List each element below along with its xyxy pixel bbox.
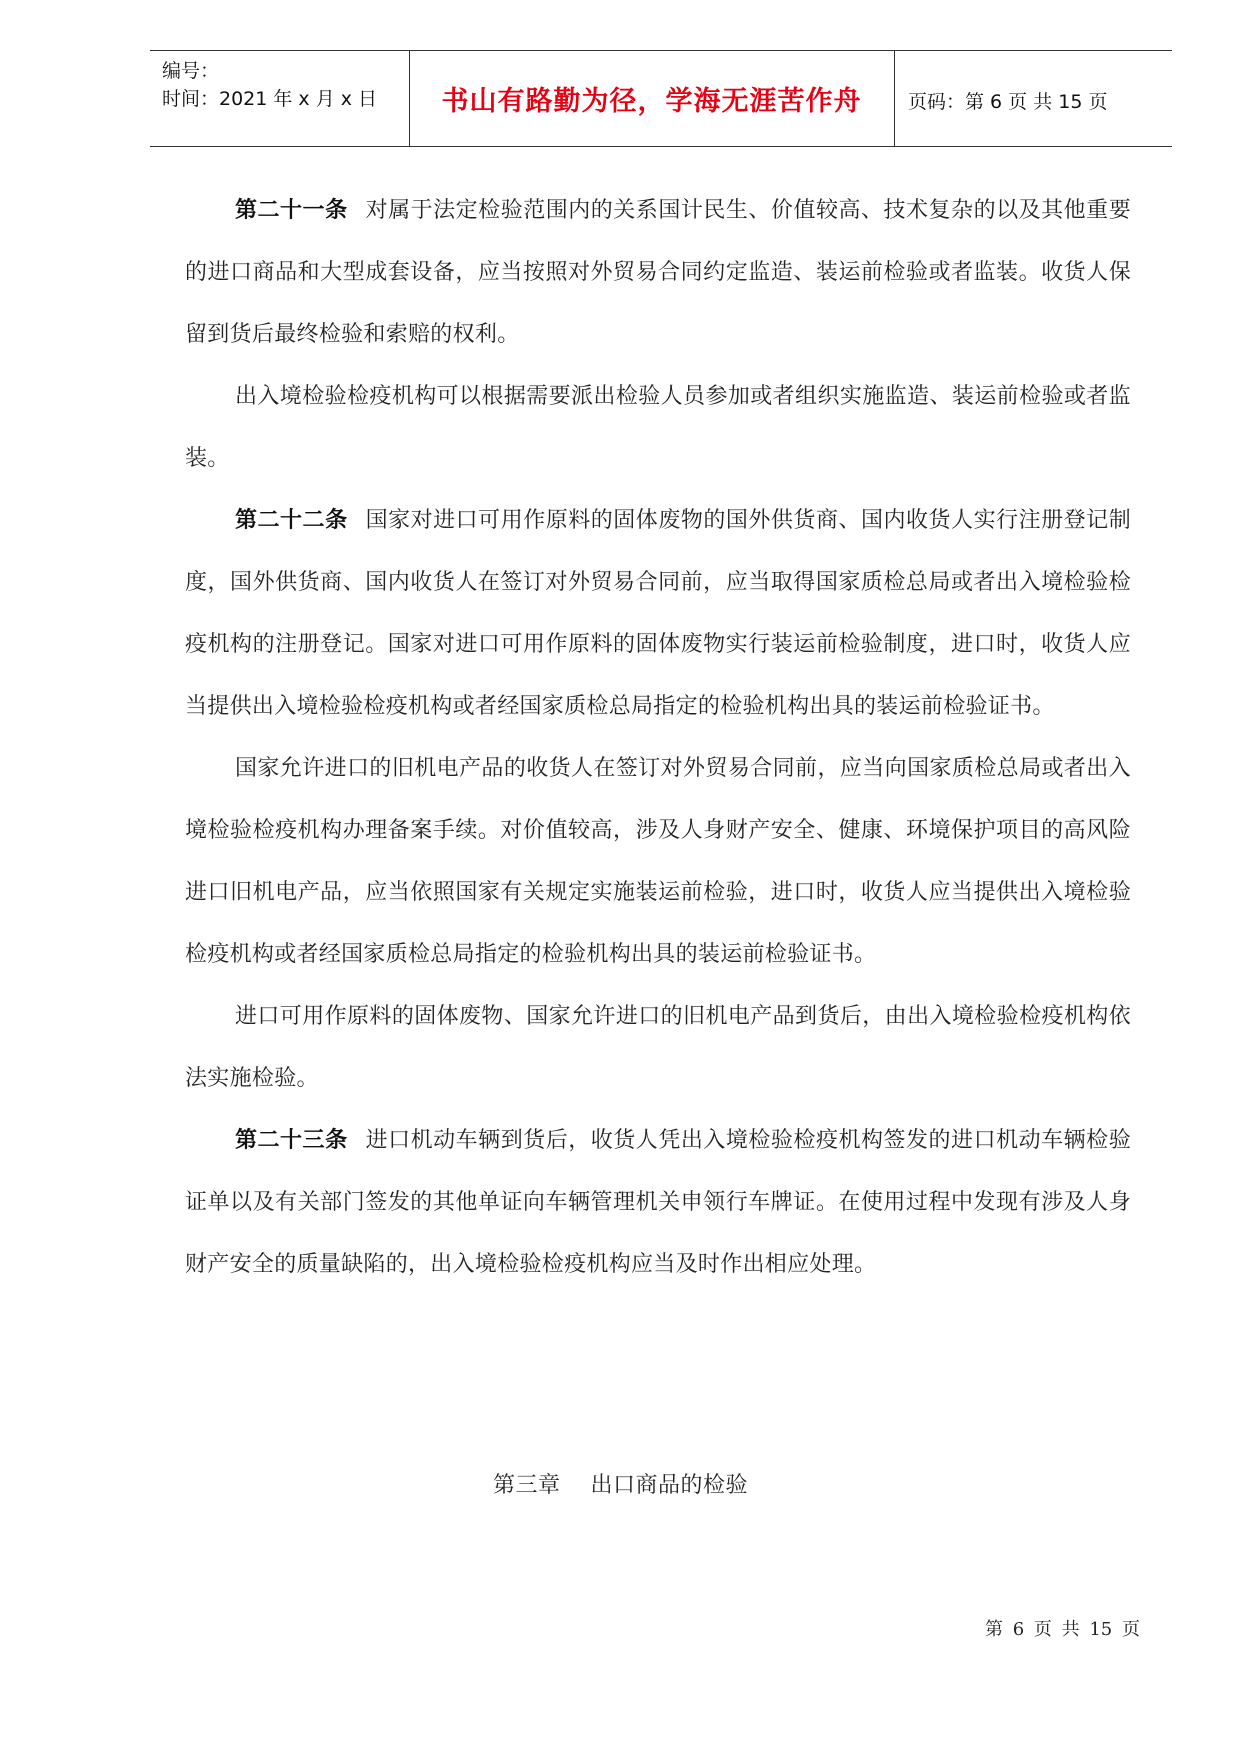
article-paragraph [185,986,1131,1110]
article-paragraph [185,490,1131,738]
article-title: 第二十二条 [235,508,348,533]
header-meta [162,57,412,113]
header-divider [894,51,895,146]
article-paragraph [185,180,1131,366]
article-text: 国家允许进口的旧机电产品的收货人在签订对外贸易合同前，应当向国家质检总局或者出入境检验检疫机构办理备案手续。对价值较高，涉及人身财产安全、健康、环境保护项目的高风险进口旧机电产品，应当依照国家有关规定实施装运前检验，进口时，收货人应当提供出入境检验检疫机构或者经国家质检总局指定的检验机构出具的装运前检验证书。 [185,756,1131,967]
article-paragraph [185,366,1131,490]
chapter-heading: 第三章 出口商品的检验 [493,1473,748,1498]
article-text: 对属于法定检验范围内的关系国计民生、价值较高、技术复杂的以及其他重要的进口商品和大型成套设备，应当按照对外贸易合同约定监造、装运前检验或者监装。收货人保留到货后最终检验和索赔的权利。 [185,198,1131,347]
article-text: 国家对进口可用作原料的固体废物的国外供货商、国内收货人实行注册登记制度，国外供货商、国内收货人在签订对外贸易合同前，应当取得国家质检总局或者出入境检验检疫机构的注册登记。国家对进口可用作原料的固体废物实行装运前检验制度，进口时，收货人应当提供出入境检验检疫机构或者经国家质检总局指定的检验机构出具的装运前检验证书。 [185,508,1131,719]
article-text: 出入境检验检疫机构可以根据需要派出检验人员参加或者组织实施监造、装运前检验或者监装。 [185,384,1131,471]
article-title: 第二十三条 [235,1128,348,1153]
article-paragraph [185,1110,1131,1296]
page-footer: 第 6 页 共 15 页 [985,1619,1140,1640]
document-date-label: 时间：2021 年 x 月 x 日 [162,88,378,110]
article-paragraph [185,738,1131,986]
article-text: 进口机动车辆到货后，收货人凭出入境检验检疫机构签发的进口机动车辆检验证单以及有关部门签发的其他单证向车辆管理机关申领行车牌证。在使用过程中发现有涉及人身财产安全的质量缺陷的，出入境检验检疫机构应当及时作出相应处理。 [185,1128,1131,1277]
document-number-label: 编号： [162,60,220,82]
header-motto: 书山有路勤为径，学海无涯苦作舟 [441,86,862,117]
article-title: 第二十一条 [235,198,348,223]
article-text: 进口可用作原料的固体废物、国家允许进口的旧机电产品到货后，由出入境检验检疫机构依法实施检验。 [185,1004,1131,1091]
document-body [185,180,1131,1296]
header-page-number: 页码：第 6 页 共 15 页 [908,91,1108,113]
page-header [150,50,1172,147]
